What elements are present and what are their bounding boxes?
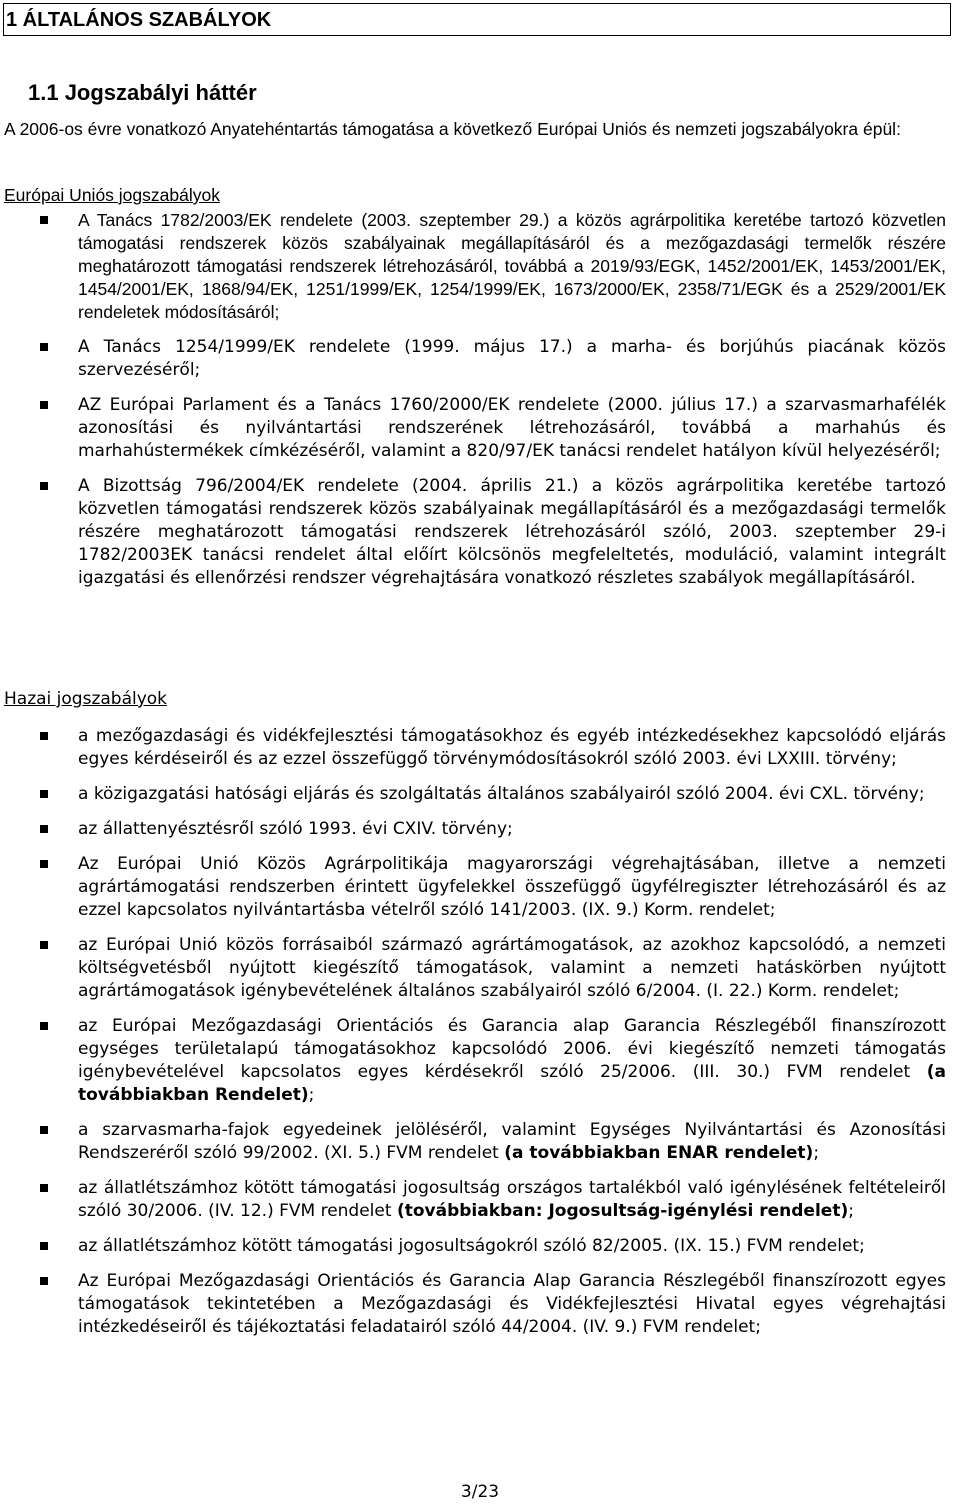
list-item: az állattenyésztésről szóló 1993. évi CXIV. törvény; [0,818,946,841]
bullet-icon [40,732,48,740]
list-item: AZ Európai Parlament és a Tanács 1760/2000/EK rendelete (2000. július 17.) a szarvasmarhafélék azonosítási és nyilvántartási rendszerének létrehozásáról, továbbá a marhahús és marhahústermékek címkézéséről, valamint a 820/97/EK tanácsi rendelet hatályon kívül helyezéséről; [0,394,946,463]
chapter-heading: 1 ÁLTALÁNOS SZABÁLYOK [3,3,951,36]
list-item: Az Európai Mezőgazdasági Orientációs és Garancia Alap Garancia Részlegéből finanszírozott egyes támogatások tekintetében a Mezőgazdasági és Vidékfejlesztési Hivatal egyes végrehajtási intézkedéseiről és tájékoztatási feladatairól szóló 44/2004. (IV. 9.) FVM rendelet; [0,1270,946,1339]
bullet-icon [40,790,48,798]
bullet-icon [40,1022,48,1030]
list-item: A Tanács 1782/2003/EK rendelete (2003. szeptember 29.) a közös agrárpolitika keretébe tartozó közvetlen támogatási rendszerek közös szabályainak megállapításáról és a mezőgazdasági termelők részére meghatározott támogatási rendszerek létrehozásáról, továbbá a 2019/93/EGK, 1452/2001/EK, 1453/2001/EK, 1454/2001/EK, 1868/94/EK, 1251/1999/EK, 1254/1999/EK, 1673/2000/EK, 2358/71/EGK és a 2529/2001/EK rendeletek módosításáról; [0,209,946,324]
eu-legislation-heading: Európai Uniós jogszabályok [4,185,220,205]
bullet-icon [40,941,48,949]
bullet-icon [40,860,48,868]
list-item: az állatlétszámhoz kötött támogatási jogosultságokról szóló 82/2005. (IX. 15.) FVM rendelet; [0,1235,946,1258]
list-item: A Bizottság 796/2004/EK rendelete (2004. április 21.) a közös agrárpolitika keretébe tartozó közvetlen támogatási rendszerek közös szabályainak megállapításáról és a mezőgazdasági termelők részére meghatározott támogatási rendszerek létrehozásáról szóló, 2003. szeptember 29-i 1782/2003EK tanácsi rendelet által előírt kölcsönös megfeleltetés, moduláció, valamint integrált igazgatási és ellenőrzési rendszer végrehajtására vonatkozó részletes szabályok megállapításáról. [0,475,946,590]
bullet-icon [40,825,48,833]
list-item: a közigazgatási hatósági eljárás és szolgáltatás általános szabályairól szóló 2004. évi CXL. törvény; [0,783,946,806]
bullet-icon [40,401,48,409]
list-item: az állatlétszámhoz kötött támogatási jogosultság országos tartalékból való igénylésének feltételeiről szóló 30/2006. (IV. 12.) FVM rendelet (továbbiakban: Jogosultság-igénylési rendelet); [0,1177,946,1223]
section-heading: 1.1 Jogszabályi háttér [28,80,257,105]
bullet-icon [40,343,48,351]
bullet-icon [40,1126,48,1134]
bullet-icon [40,216,48,224]
bullet-icon [40,1184,48,1192]
list-item: A Tanács 1254/1999/EK rendelete (1999. május 17.) a marha- és borjúhús piacának közös szervezéséről; [0,336,946,382]
national-legislation-list [0,725,960,1351]
intro-paragraph: A 2006-os évre vonatkozó Anyatehéntartás támogatása a következő Európai Uniós és nemzeti jogszabályokra épül: [4,119,901,139]
bullet-icon [40,1242,48,1250]
list-item: a szarvasmarha-fajok egyedeinek jelöléséről, valamint Egységes Nyilvántartási és Azonosítási Rendszeréről szóló 99/2002. (XI. 5.) FVM rendelet (a továbbiakban ENAR rendelet); [0,1119,946,1165]
page-number: 3/23 [460,1482,500,1502]
list-item: a mezőgazdasági és vidékfejlesztési támogatásokhoz és egyéb intézkedésekhez kapcsolódó eljárás egyes kérdéseiről és az ezzel összefüggő törvénymódosításokról szóló 2003. évi LXXIII. törvény; [0,725,946,771]
eu-legislation-list [0,209,960,590]
bullet-icon [40,482,48,490]
bullet-icon [40,1277,48,1285]
list-item: az Európai Unió közös forrásaiból származó agrártámogatások, az azokhoz kapcsolódó, a nemzeti költségvetésből nyújtott kiegészítő támogatások, valamint a nemzeti hatáskörben nyújtott agrártámogatások igénybevételének általános szabályairól szóló 6/2004. (I. 22.) Korm. rendelet; [0,934,946,1003]
national-legislation-heading: Hazai jogszabályok [4,689,168,709]
list-item: Az Európai Unió Közös Agrárpolitikája magyarországi végrehajtásában, illetve a nemzeti agrártámogatási rendszerben érintett ügyfelekkel összefüggő ügyfélregiszter létrehozásáról és az ezzel kapcsolatos nyilvántartásba vételről szóló 141/2003. (IX. 9.) Korm. rendelet; [0,853,946,922]
list-item: az Európai Mezőgazdasági Orientációs és Garancia alap Garancia Részlegéből finanszírozott egységes területalapú támogatásokhoz kapcsolódó 2006. évi kiegészítő nemzeti támogatás igénybevételével kapcsolatos egyes kérdésekről szóló 25/2006. (III. 30.) FVM rendelet (a továbbiakban Rendelet); [0,1015,946,1107]
